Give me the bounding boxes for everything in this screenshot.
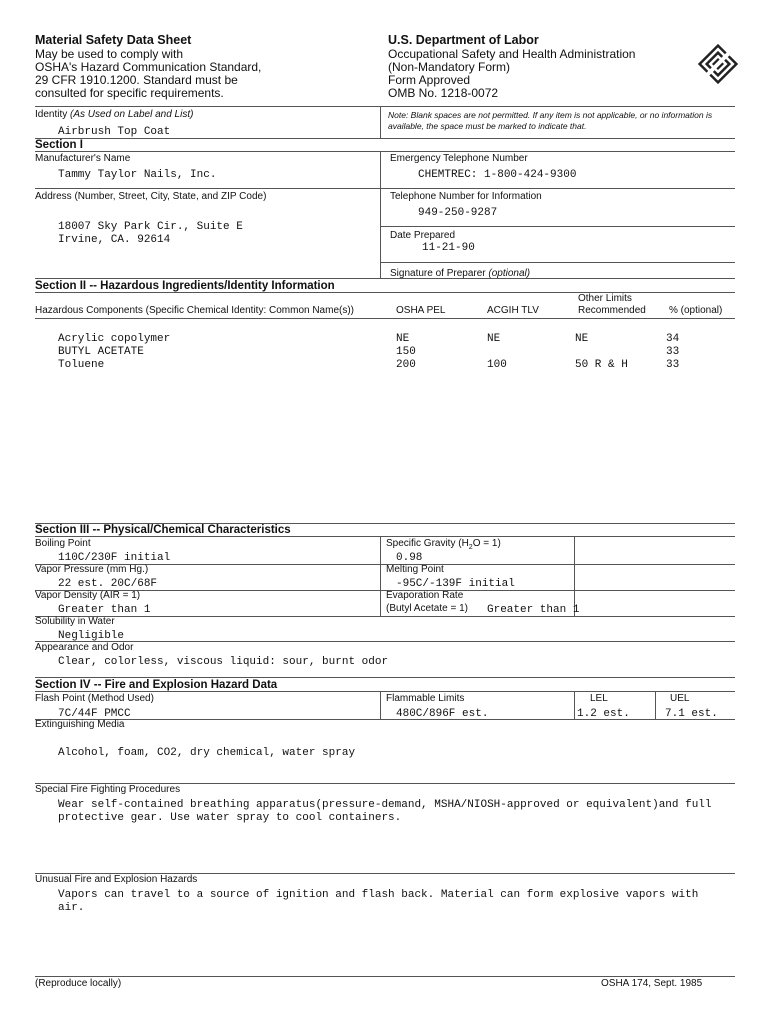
divider [655, 691, 656, 719]
section-1-title: Section I [35, 139, 83, 151]
col-other-header-1: Other Limits [578, 293, 632, 304]
flammable-limits-label: Flammable Limits [386, 693, 465, 704]
divider [380, 691, 381, 719]
divider [35, 318, 735, 319]
divider [35, 536, 735, 537]
ingredient-osha[interactable]: 200 [396, 359, 416, 371]
melting-point-value[interactable]: -95C/-139F initial [396, 578, 515, 590]
date-prepared-value[interactable]: 11-21-90 [422, 242, 475, 254]
evaporation-rate-sublabel: (Butyl Acetate = 1) [386, 603, 468, 614]
emergency-phone-value[interactable]: CHEMTREC: 1-800-424-9300 [418, 169, 577, 181]
sg-label-sub: 2 [468, 544, 473, 551]
appearance-odor-value[interactable]: Clear, colorless, viscous liquid: sour, burnt odor [58, 656, 389, 668]
divider [35, 188, 735, 189]
ingredient-other[interactable]: 50 R & H [575, 359, 628, 371]
lel-label: LEL [590, 693, 608, 704]
extinguishing-media-value[interactable]: Alcohol, foam, CO2, dry chemical, water spray [58, 747, 356, 759]
header-left-line: consulted for specific requirements. [35, 86, 224, 100]
solubility-value[interactable]: Negligible [58, 630, 125, 642]
agency-title: U.S. Department of Labor [388, 33, 539, 47]
special-procedures-label: Special Fire Fighting Procedures [35, 784, 181, 795]
ingredient-name[interactable]: Acrylic copolymer [58, 333, 171, 345]
divider [35, 278, 735, 279]
evaporation-rate-value[interactable]: Greater than 1 [487, 604, 580, 616]
divider [35, 138, 735, 139]
footer-form-number: OSHA 174, Sept. 1985 [601, 978, 703, 989]
ingredient-acgih[interactable]: 100 [487, 359, 507, 371]
address-line-1[interactable]: 18007 Sky Park Cir., Suite E [58, 221, 243, 233]
header-left-line: OSHA's Hazard Communication Standard, [35, 60, 262, 74]
manufacturer-value[interactable]: Tammy Taylor Nails, Inc. [58, 169, 217, 181]
divider [380, 262, 735, 263]
section-4-title: Section IV -- Fire and Explosion Hazard Data [35, 679, 278, 691]
col-components-header: Hazardous Components (Specific Chemical Identity: Common Name(s)) [35, 305, 355, 316]
info-phone-value[interactable]: 949-250-9287 [418, 207, 498, 219]
header-right-line: Occupational Safety and Health Administration [388, 47, 636, 61]
solubility-label: Solubility in Water [35, 616, 115, 627]
divider [380, 536, 381, 616]
ingredient-other[interactable]: NE [575, 333, 589, 345]
vapor-density-value[interactable]: Greater than 1 [58, 604, 151, 616]
header-right-line: Form Approved [388, 73, 471, 87]
divider [35, 106, 735, 107]
header-left-line: 29 CFR 1910.1200. Standard must be [35, 73, 238, 87]
appearance-odor-label: Appearance and Odor [35, 642, 134, 653]
uel-value[interactable]: 7.1 est. [665, 708, 718, 720]
vapor-pressure-label: Vapor Pressure (mm Hg.) [35, 564, 149, 575]
divider [380, 226, 735, 227]
signature-label-note: (optional) [488, 268, 531, 279]
special-procedures-line-2[interactable]: protective gear. Use water spray to cool containers. [58, 812, 402, 824]
col-acgih-header: ACGIH TLV [487, 305, 539, 316]
divider [35, 616, 735, 617]
section-2-title: Section II -- Hazardous Ingredients/Identity Information [35, 280, 335, 292]
address-line-2[interactable]: Irvine, CA. 92614 [58, 234, 171, 246]
ingredient-name[interactable]: Toluene [58, 359, 105, 371]
manufacturer-label: Manufacturer's Name [35, 153, 131, 164]
divider [35, 151, 735, 152]
divider [35, 641, 735, 642]
ingredient-pct[interactable]: 33 [666, 359, 680, 371]
ingredient-pct[interactable]: 34 [666, 333, 680, 345]
ingredient-osha[interactable]: NE [396, 333, 410, 345]
info-phone-label: Telephone Number for Information [390, 191, 542, 202]
evaporation-rate-label: Evaporation Rate [386, 590, 464, 601]
vapor-pressure-value[interactable]: 22 est. 20C/68F [58, 578, 158, 590]
emergency-phone-label: Emergency Telephone Number [390, 153, 528, 164]
divider [35, 719, 735, 720]
boiling-point-value[interactable]: 110C/230F initial [58, 552, 171, 564]
signature-label-text: Signature of Preparer [390, 268, 486, 279]
lel-value[interactable]: 1.2 est. [577, 708, 630, 720]
divider [35, 691, 735, 692]
special-procedures-line-1[interactable]: Wear self-contained breathing apparatus(pressure-demand, MSHA/NIOSH-approved or equivalent)and full [58, 799, 712, 811]
sg-label-a: Specific Gravity (H [386, 538, 469, 549]
unusual-hazards-line-1[interactable]: Vapors can travel to a source of ignition and flash back. Material can form explosive vapors with [58, 889, 699, 901]
ingredient-osha[interactable]: 150 [396, 346, 416, 358]
address-label: Address (Number, Street, City, State, and ZIP Code) [35, 191, 267, 202]
identity-label [35, 109, 193, 120]
section-3-title: Section III -- Physical/Chemical Characteristics [35, 524, 291, 536]
sg-label-b: O = 1) [472, 538, 501, 549]
divider [35, 677, 735, 678]
header-left-line: May be used to comply with [35, 47, 184, 61]
unusual-hazards-line-2[interactable]: air. [58, 902, 85, 914]
vapor-density-label: Vapor Density (AIR = 1) [35, 590, 141, 601]
header-right-line: OMB No. 1218-0072 [388, 86, 499, 100]
col-other-header-2: Recommended [578, 305, 646, 316]
form-title: Material Safety Data Sheet [35, 33, 192, 47]
flash-point-value[interactable]: 7C/44F PMCC [58, 708, 131, 720]
divider [35, 976, 735, 977]
col-pct-header: % (optional) [669, 305, 723, 316]
blank-spaces-note: Note: Blank spaces are not permitted. If any item is not applicable, or no information is available, the space must be marked to indicate that. [388, 110, 713, 131]
divider [574, 691, 575, 719]
date-prepared-label: Date Prepared [390, 230, 456, 241]
flash-point-label: Flash Point (Method Used) [35, 693, 154, 704]
header-right-line: (Non-Mandatory Form) [388, 60, 511, 74]
identity-label-text: Identity [35, 109, 68, 120]
specific-gravity-value[interactable]: 0.98 [396, 552, 423, 564]
dol-logo-icon [696, 42, 740, 86]
specific-gravity-label [386, 538, 501, 551]
boiling-point-label: Boiling Point [35, 538, 91, 549]
ingredient-name[interactable]: BUTYL ACETATE [58, 346, 144, 358]
divider [380, 151, 381, 278]
uel-label: UEL [670, 693, 690, 704]
identity-label-note: (As Used on Label and List) [70, 109, 194, 120]
ingredient-acgih[interactable]: NE [487, 333, 501, 345]
unusual-hazards-label: Unusual Fire and Explosion Hazards [35, 874, 198, 885]
extinguishing-media-label: Extinguishing Media [35, 719, 125, 730]
divider [380, 106, 381, 138]
col-osha-header: OSHA PEL [396, 305, 446, 316]
melting-point-label: Melting Point [386, 564, 444, 575]
identity-value[interactable]: Airbrush Top Coat [58, 126, 171, 138]
footer-reproduce: (Reproduce locally) [35, 978, 122, 989]
ingredient-pct[interactable]: 33 [666, 346, 680, 358]
flammable-limits-value[interactable]: 480C/896F est. [396, 708, 489, 720]
